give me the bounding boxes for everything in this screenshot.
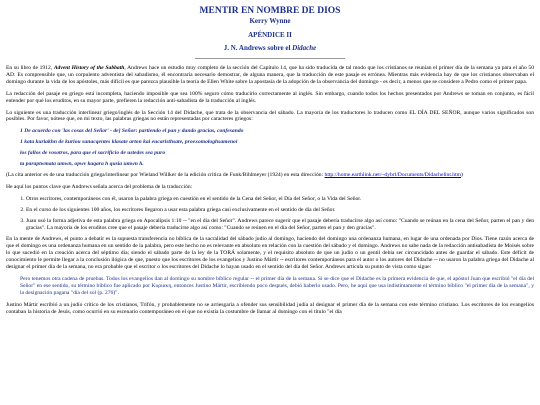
interlinear-line-3: los fallos de vosotros, para que el sacrificio de ustedes sea puro — [20, 150, 166, 157]
document-title: MENTIR EN NOMBRE DE DIOS — [199, 6, 341, 16]
paragraph-analysis: En la mente de Andrews, el punto a debatir es la supuesta transferencia no bíblica de la sacralidad del sábado judío al domingo, haciendo del domingo una ordenanza humana, en lugar de una ordenada por Dios. Tiene razón acerca de que el domingo es una ordenanza humana en un sentido de la palabra, pero este hecho no es relevante en absoluto en relación con la cuestión del sábado y el domingo. Andrews no sabe nada de la redacción antisabadista de Moisés sobre lo que sucedió en la creación acerca del séptimo día; siendo el sábado parte de la ley de la TORÁ solamente, y el requisito absoluto de que un judío o un gentil debía ser circuncidado antes de guardar el sábado. Este déficit de conocimiento le permite llegar a la conclusión ilógica de que, puesto que los escritores de los evangelios y Justino Mártir -- escritores contemporáneos para el autor o los autores del Didache -- no usaron la palabra griega del Didache al designar el primer día de la semana, no era probable que el escritor o los escritores del Didache lo hayan usado en el sentido del día del Señor. Andrews articula su punto de vista como sigue: — [6, 236, 534, 271]
citation-close: ) — [461, 171, 463, 178]
list-item: 2. En el curso de los siguientes 100 años, los escritores llegaron a usar esta palabra griega casi exclusivamente en el sentido de día del Señor. — [26, 207, 534, 214]
subtitle-italic: Didache — [292, 44, 317, 52]
book-title: Advent History of the Sabbath — [53, 65, 125, 71]
intro-text-a: En su libro de 1912, — [6, 65, 54, 71]
paragraph-key-points-intro: He aquí los puntos clave que Andrews señala acerca del problema de la traducción: — [6, 183, 193, 190]
interlinear-line-1: 1 De acuerdo con 'las cosas del Señor' - de] Señor: partiendo el pan y dando gracias, confesando — [20, 128, 244, 135]
intro-text-b: , Andrews hace un estudio muy completo de la sección del Capítulo 14, que ha sido traducida de tal modo que los cristianos se reunían el primer día de la semana ya para el año 50 AD. Es comprensible que, un corpulento adventista del sabadismo, él encontraría necesario demostrar, de alguna manera, que la traducción de este pasaje es errónea. Mientras más evidencia hay de que los cristianos observaban el domingo durante la vida de los apóstoles, más difícil es que parezca plausible la teoría de Ellen White sobre la apostasía de la adopción de la observancia del domingo - es decir, a menos que se considere a Pedro como el primer papa. — [6, 65, 534, 85]
list-item: 1. Otros escritores, contemporáneos con él, usaron la palabra griega en cuestión en el sentido de la Cena del Señor, el Día del Señor, o la Vida del Señor. — [26, 196, 534, 203]
citation-text: (La cita anterior es de una traducción griega/interlinear por Wieland Willker de la edición crítica de Funk/Bihlmeyer (1924) en esta dirección: — [6, 171, 325, 178]
key-points-list — [6, 196, 534, 232]
block-quote: Pero tenemos otra cadena de pruebas. Todos los evangelios dan al domingo su nombre bíblico regular -- el primer día de la semana. Si se dice que el Didache es la primera evidencia de que, el apóstol Juan que escribió "el día del Señor" en ese sentido, su término bíblico fue aplicado por Kυριακη, entonces Justino Mártir, escribiendo poco después, debió haberlo usado. Pero, he aquí que usa indistintamente el término bíblico "el primer día de la semana", y la designación pagana "día del sol (p. 276)". — [20, 275, 534, 296]
paragraph-citation — [6, 172, 534, 179]
list-item: 3. Juan usó la forma adjetiva de esta palabra griega en Apocalipsis 1:10 -- "en el día del Señor". Andrews parece sugerir que el pasaje debería traducirse algo así como: "Cuando se reúnan en la cena del Señor, parten el pan y den gracias". La mayoría de los eruditos cree que el pasaje debería traducirse algo así como: "Cuando se reúnen en el día del Señor, parten el pan y den gracias". — [26, 218, 534, 232]
paragraph-interlinear-intro: Lo siguiente es una traducción interlinear griego/inglés de la Sección 14 del Didache, que trata de la observancia del sábado. La mayoría de los traductores lo traducen como EL DÍA DEL SEÑOR, aunque varios significados son posibles. Por favor, nótese que, en mi texto, las palabras griegas no están representadas por caracteres griegos: — [6, 109, 534, 123]
author-name: Kerry Wynne — [249, 17, 291, 25]
paragraph-translation-note: La redacción del pasaje en griego está incompleta, haciendo imposible que sea 100% seguro cómo traducirlo correctamente al inglés. Sin embargo, cuando todos los hechos presentados por Andrews se toman en conjunto, es fácil entender por qué los eruditos, en su mayor parte, prefieren la redacción anti-sabadista de la traducción al inglés. — [6, 90, 534, 104]
paragraph-justin: Justino Mártir escribió a un judío crítico de los cristianos, Trifón, y probablemente no se arriesgaría a ofender sus sensibilidad judía al designar el primer día de la semana con este término cristiano. Los escritores de los evangelios contaban la historia de Jesús, como ocurrió en su escenario contemporáneo en el que no existía la costumbre de llamar al domingo con el título "el día — [6, 301, 534, 315]
paragraph-intro — [6, 65, 534, 86]
interlinear-line-4: ta paraptwmata umwn, opwv kaqara h qusia umwn h. — [20, 161, 144, 168]
appendix-heading: APÉNDICE II — [248, 31, 292, 39]
section-subtitle — [6, 44, 534, 52]
divider — [195, 58, 345, 59]
citation-link[interactable]: http://home.earthlink.net/~dybrl/Documents/Didachelint.htm — [324, 171, 462, 178]
subtitle-prefix: J. N. Andrews sobre el — [223, 44, 293, 52]
interlinear-line-2: 1 kata kuriakhn de kuriou sunacqentes klasate arton kai eucaristhsate, proexomologhsamenoi — [20, 139, 238, 146]
